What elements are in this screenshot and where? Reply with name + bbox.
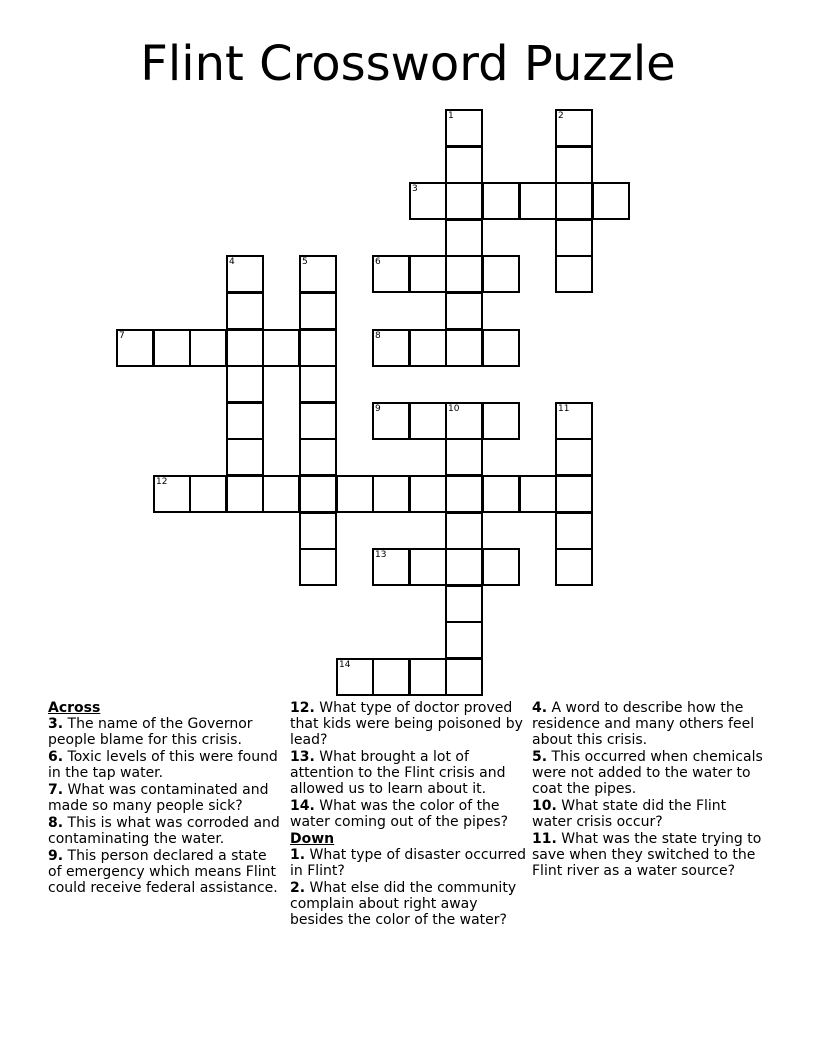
grid-cell[interactable] <box>482 255 520 293</box>
cell-number: 14 <box>339 660 351 670</box>
grid-cell[interactable] <box>372 402 410 440</box>
cell-number: 10 <box>448 404 460 414</box>
clue-down-1: 1. What type of disaster occurred in Flint? <box>290 847 526 879</box>
cell-number: 11 <box>558 404 570 414</box>
grid-cell[interactable] <box>226 255 264 293</box>
grid-cell[interactable] <box>299 365 337 403</box>
cell-number: 1 <box>448 111 454 121</box>
grid-cell[interactable] <box>555 146 593 184</box>
clue-down-11: 11. What was the state trying to save when they switched to the Flint river as a water source? <box>532 831 762 879</box>
grid-cell[interactable] <box>445 182 483 220</box>
grid-cell[interactable] <box>555 512 593 550</box>
down-heading: Down <box>290 831 335 847</box>
clue-column-2 <box>290 700 526 929</box>
clue-across-3: 3. The name of the Governor people blame for this crisis. <box>48 716 253 748</box>
cell-number: 13 <box>375 550 387 560</box>
clue-across-13: 13. What brought a lot of attention to the Flint crisis and allowed us to learn about it. <box>290 749 506 797</box>
clue-down-4: 4. A word to describe how the residence and many others feel about this crisis. <box>532 700 755 748</box>
grid-cell[interactable] <box>555 219 593 257</box>
grid-cell[interactable] <box>299 548 337 586</box>
cell-number: 4 <box>229 257 235 267</box>
page-title: Flint Crossword Puzzle <box>140 36 676 92</box>
grid-cell[interactable] <box>409 182 447 220</box>
grid-cell[interactable] <box>482 182 520 220</box>
grid-cell[interactable] <box>482 475 520 513</box>
clue-across-14: 14. What was the color of the water coming out of the pipes? <box>290 798 509 830</box>
grid-cell[interactable] <box>409 475 447 513</box>
grid-cell[interactable] <box>445 109 483 147</box>
cell-number: 7 <box>119 331 125 341</box>
grid-cell[interactable] <box>519 475 557 513</box>
grid-cell[interactable] <box>226 292 264 330</box>
grid-cell[interactable] <box>299 402 337 440</box>
grid-cell[interactable] <box>555 438 593 476</box>
grid-cell[interactable] <box>482 329 520 367</box>
grid-cell[interactable] <box>592 182 630 220</box>
grid-cell[interactable] <box>445 548 483 586</box>
clue-across-9: 9. This person declared a state of emergency which means Flint could receive federal assistance. <box>48 848 278 896</box>
clue-down-2: 2. What else did the community complain about right away besides the color of the water? <box>290 880 517 928</box>
cell-number: 5 <box>302 257 308 267</box>
grid-cell[interactable] <box>409 255 447 293</box>
cell-number: 12 <box>156 477 168 487</box>
grid-cell[interactable] <box>555 109 593 147</box>
clue-down-10: 10. What state did the Flint water crisis occur? <box>532 798 727 830</box>
grid-cell[interactable] <box>372 475 410 513</box>
grid-cell[interactable] <box>445 438 483 476</box>
grid-cell[interactable] <box>299 329 337 367</box>
grid-cell[interactable] <box>336 475 374 513</box>
grid-cell[interactable] <box>555 475 593 513</box>
grid-cell[interactable] <box>226 402 264 440</box>
grid-cell[interactable] <box>445 621 483 659</box>
grid-cell[interactable] <box>555 402 593 440</box>
cell-number: 9 <box>375 404 381 414</box>
grid-cell[interactable] <box>153 475 191 513</box>
clue-column-3 <box>532 700 768 880</box>
grid-cell[interactable] <box>445 146 483 184</box>
grid-cell[interactable] <box>153 329 191 367</box>
grid-cell[interactable] <box>445 402 483 440</box>
grid-cell[interactable] <box>299 292 337 330</box>
grid-cell[interactable] <box>262 475 300 513</box>
grid-cell[interactable] <box>482 548 520 586</box>
grid-cell[interactable] <box>299 255 337 293</box>
cell-number: 8 <box>375 331 381 341</box>
clue-across-7: 7. What was contaminated and made so many people sick? <box>48 782 269 814</box>
grid-cell[interactable] <box>445 658 483 696</box>
grid-cell[interactable] <box>445 292 483 330</box>
grid-cell[interactable] <box>372 548 410 586</box>
clue-across-6: 6. Toxic levels of this were found in the tap water. <box>48 749 278 781</box>
grid-cell[interactable] <box>189 329 227 367</box>
across-heading: Across <box>48 700 101 716</box>
grid-cell[interactable] <box>372 658 410 696</box>
grid-cell[interactable] <box>482 402 520 440</box>
grid-cell[interactable] <box>299 475 337 513</box>
grid-cell[interactable] <box>409 402 447 440</box>
grid-cell[interactable] <box>299 438 337 476</box>
grid-cell[interactable] <box>445 219 483 257</box>
grid-cell[interactable] <box>226 475 264 513</box>
grid-cell[interactable] <box>445 255 483 293</box>
grid-cell[interactable] <box>445 329 483 367</box>
clue-down-5: 5. This occurred when chemicals were not added to the water to coat the pipes. <box>532 749 763 797</box>
grid-cell[interactable] <box>409 658 447 696</box>
grid-cell[interactable] <box>262 329 300 367</box>
clue-across-12: 12. What type of doctor proved that kids were being poisoned by lead? <box>290 700 523 748</box>
grid-cell[interactable] <box>299 512 337 550</box>
grid-cell[interactable] <box>409 548 447 586</box>
clue-column-1 <box>48 700 284 897</box>
grid-cell[interactable] <box>189 475 227 513</box>
grid-cell[interactable] <box>555 182 593 220</box>
grid-cell[interactable] <box>409 329 447 367</box>
grid-cell[interactable] <box>372 329 410 367</box>
grid-cell[interactable] <box>445 475 483 513</box>
grid-cell[interactable] <box>226 365 264 403</box>
cell-number: 3 <box>412 184 418 194</box>
grid-cell[interactable] <box>116 329 154 367</box>
grid-cell[interactable] <box>336 658 374 696</box>
grid-cell[interactable] <box>555 255 593 293</box>
grid-cell[interactable] <box>519 182 557 220</box>
grid-cell[interactable] <box>226 329 264 367</box>
grid-cell[interactable] <box>555 548 593 586</box>
grid-cell[interactable] <box>226 438 264 476</box>
cell-number: 2 <box>558 111 564 121</box>
cell-number: 6 <box>375 257 381 267</box>
grid-cell[interactable] <box>445 585 483 623</box>
grid-cell[interactable] <box>372 255 410 293</box>
clue-across-8: 8. This is what was corroded and contaminating the water. <box>48 815 280 847</box>
grid-cell[interactable] <box>445 512 483 550</box>
